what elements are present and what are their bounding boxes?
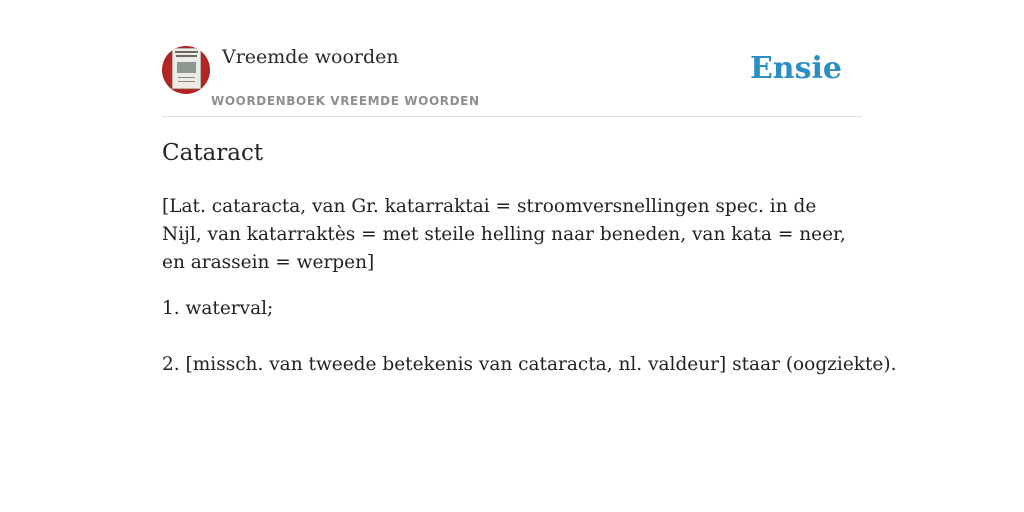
book-cover-icon: [173, 49, 200, 88]
entry-title: Cataract: [162, 140, 264, 166]
book-cover-avatar[interactable]: [162, 46, 210, 94]
site-header: [162, 0, 862, 117]
site-title[interactable]: Vreemde woorden: [222, 46, 399, 68]
page-container: [162, 0, 897, 375]
entry-etymology: [Lat. cataracta, van Gr. katarraktai = stroomversnellingen spec. in de Nijl, van katarraktès = met steile helling naar beneden, van kata = neer, en arassein = werpen]: [162, 196, 846, 273]
meaning-item: 2. [missch. van tweede betekenis van cataracta, nl. valdeur] staar (oogziekte).: [162, 354, 897, 375]
meaning-item: 1. waterval;: [162, 298, 274, 319]
ensie-logo[interactable]: Ensie: [749, 51, 842, 86]
site-subtitle: WOORDENBOEK VREEMDE WOORDEN: [211, 94, 480, 108]
